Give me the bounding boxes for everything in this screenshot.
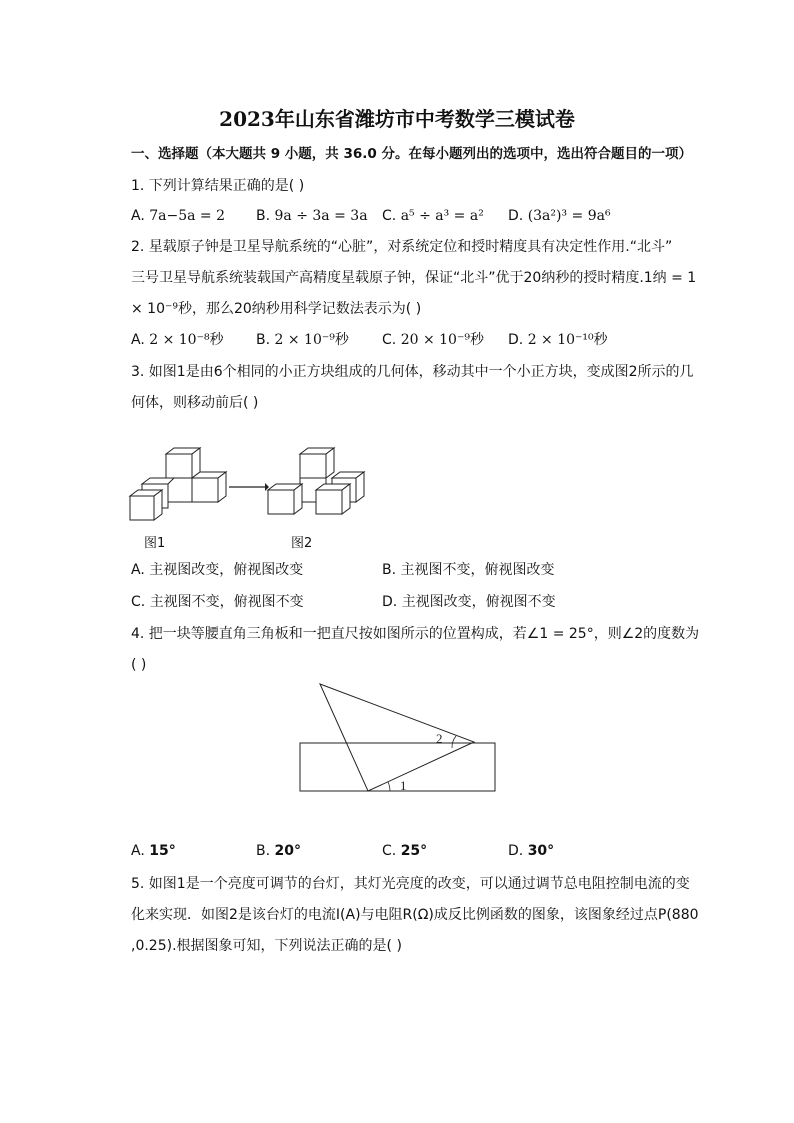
option-label: C. — [382, 332, 397, 348]
option-text: (3a²)³ = 9a⁶ — [527, 208, 611, 224]
option-text: 30° — [527, 843, 555, 859]
figure-2-cubes — [266, 448, 366, 528]
q1-option-c — [382, 207, 484, 225]
q1-option-d — [508, 207, 611, 225]
option-text: 20° — [274, 843, 301, 859]
q3-option-b — [382, 561, 555, 579]
q4-option-c — [382, 842, 427, 860]
cube-face — [316, 490, 342, 514]
cube-face — [300, 454, 326, 478]
option-label: D. — [508, 332, 524, 348]
cube-face — [192, 478, 218, 502]
option-text: 20 × 10⁻⁹秒 — [400, 332, 484, 348]
q1-option-a — [131, 207, 225, 225]
figure-triangle-ruler — [298, 682, 498, 802]
question-3-line-2: 何体，则移动前后( ) — [131, 395, 259, 411]
option-label: B. — [256, 843, 271, 859]
q4-option-b — [256, 842, 301, 860]
option-label: D. — [508, 208, 524, 224]
option-label: A. — [131, 208, 145, 224]
q4-option-d — [508, 842, 554, 860]
option-label: C. — [382, 843, 397, 859]
page-title: 2023年山东省潍坊市中考数学三模试卷 — [219, 107, 575, 131]
option-text: 7a−5a = 2 — [149, 208, 226, 224]
option-text: 9a ÷ 3a = 3a — [274, 208, 368, 224]
cube-side — [342, 484, 350, 514]
option-label: D. — [382, 594, 398, 610]
option-text: 2 × 10⁻¹⁰秒 — [527, 332, 608, 348]
option-text: a⁵ ÷ a³ = a² — [400, 208, 484, 224]
cube-side — [154, 490, 162, 520]
question-2-line-3: × 10⁻⁹秒，那么20纳秒用科学记数法表示为( ) — [131, 301, 422, 317]
cube-side — [218, 472, 226, 502]
q3-option-c — [131, 593, 304, 611]
option-label: B. — [382, 562, 397, 578]
ruler — [300, 743, 495, 791]
cube-face — [130, 496, 154, 520]
question-5-line-2: 化来实现．如图2是该台灯的电流I(A)与电阻R(Ω)成反比例函数的图象，该图象经过点P(880 — [131, 907, 699, 923]
cube-face — [166, 454, 192, 478]
option-text: 2 × 10⁻⁸秒 — [149, 332, 224, 348]
cube-side — [326, 448, 334, 478]
cube-side — [356, 472, 364, 502]
q1-option-b — [256, 207, 368, 225]
cube-top — [142, 478, 174, 484]
q3-option-a — [131, 561, 303, 579]
option-text: 主视图不变，俯视图改变 — [400, 562, 555, 578]
question-1-stem: 1. 下列计算结果正确的是( ) — [131, 178, 305, 194]
option-label: B. — [256, 332, 271, 348]
option-label: D. — [508, 843, 524, 859]
option-text: 主视图改变，俯视图不变 — [401, 594, 556, 610]
option-label: C. — [382, 208, 397, 224]
arrow-icon — [229, 482, 269, 492]
angle-2-label: 2 — [436, 731, 443, 746]
angle-1-label: 1 — [400, 778, 407, 793]
q4-option-a — [131, 842, 176, 860]
q3-option-d — [382, 593, 556, 611]
option-text: 主视图改变，俯视图改变 — [149, 562, 304, 578]
figure-1-caption: 图1 — [144, 536, 166, 551]
angle-2-arc — [452, 736, 456, 748]
q2-option-d — [508, 331, 608, 349]
option-label: A. — [131, 843, 145, 859]
option-text: 2 × 10⁻⁹秒 — [274, 332, 349, 348]
option-label: B. — [256, 208, 271, 224]
question-5-line-3: ,0.25).根据图象可知，下列说法正确的是( ) — [131, 938, 402, 954]
question-2-line-2: 三号卫星导航系统装载国产高精度星载原子钟，保证“北斗”优于20纳秒的授时精度.1纳 = 1 — [131, 270, 697, 286]
question-5-line-1: 5. 如图1是一个亮度可调节的台灯，其灯光亮度的改变，可以通过调节总电阻控制电流的变 — [131, 876, 690, 892]
cube-side — [294, 484, 302, 514]
question-2-line-1: 2. 星载原子钟是卫星导航系统的“心脏”，对系统定位和授时精度具有决定性作用.“北斗” — [131, 239, 673, 255]
option-label: A. — [131, 332, 145, 348]
cube-face — [268, 490, 294, 514]
section-heading: 一、选择题（本大题共 9 小题，共 36.0 分。在每小题列出的选项中，选出符合题目的一项） — [131, 146, 693, 162]
angle-1-arc — [388, 782, 390, 791]
option-text: 主视图不变，俯视图不变 — [149, 594, 304, 610]
question-4-line-1: 4. 把一块等腰直角三角板和一把直尺按如图所示的位置构成，若∠1 = 25°，则∠2的度数为 — [131, 626, 700, 642]
option-text: 15° — [149, 843, 176, 859]
figure-2-caption: 图2 — [291, 536, 313, 551]
q2-option-c — [382, 331, 484, 349]
option-text: 25° — [400, 843, 428, 859]
question-3-line-1: 3. 如图1是由6个相同的小正方块组成的几何体，移动其中一个小正方块，变成图2所示的几 — [131, 364, 694, 380]
option-label: A. — [131, 562, 145, 578]
figure-1-cubes — [128, 448, 228, 528]
option-label: C. — [131, 594, 146, 610]
triangle — [320, 684, 474, 791]
q2-option-b — [256, 331, 349, 349]
q2-option-a — [131, 331, 224, 349]
question-4-line-2: ( ) — [131, 657, 147, 673]
